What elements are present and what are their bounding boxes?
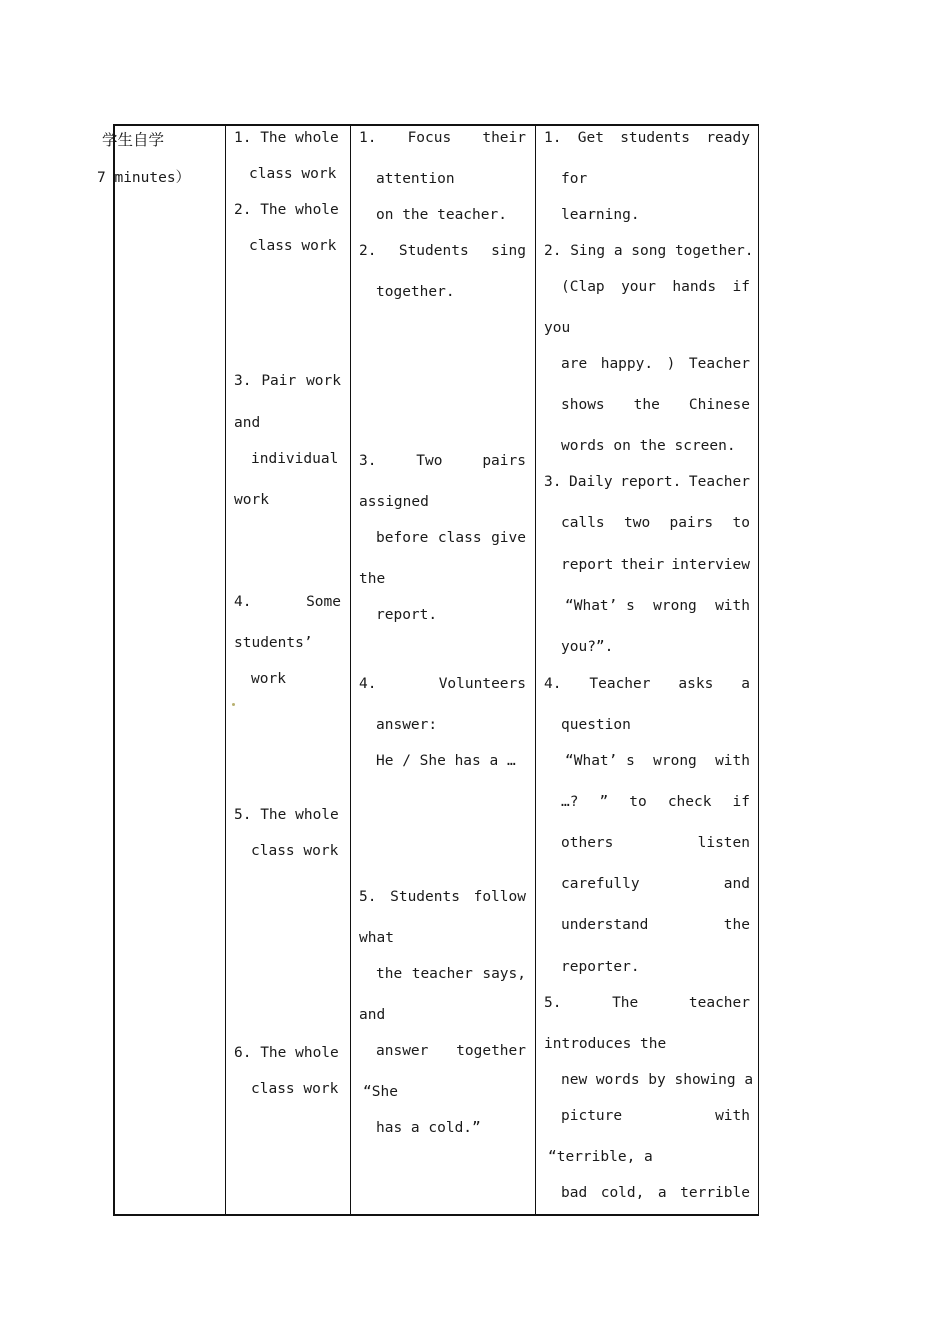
teacher-line: [544, 995, 750, 1011]
teacher-line: you?”.: [561, 639, 614, 655]
teacher-line: learning.: [561, 207, 640, 223]
word: shows: [561, 397, 605, 413]
word: happy.: [600, 356, 654, 372]
word: “What’ s: [565, 753, 635, 769]
word: ”: [599, 794, 609, 810]
word: terrible: [680, 1185, 750, 1201]
mode-line: 2. The whole: [234, 202, 339, 218]
students-line: report.: [376, 607, 438, 623]
students-line: [376, 966, 526, 982]
word: a: [657, 1185, 667, 1201]
students-line: the: [359, 571, 386, 587]
teacher-line: introduces the: [544, 1036, 667, 1052]
column-divider: [225, 124, 226, 1215]
mode-line: students’: [234, 635, 313, 651]
word: before: [376, 530, 429, 546]
word: sing: [491, 243, 526, 259]
word: students: [620, 130, 691, 146]
mode-line: 5. The whole: [234, 807, 339, 823]
students-line: and: [359, 1007, 386, 1023]
word: picture: [561, 1108, 623, 1124]
word: Students: [390, 889, 460, 905]
word: “What’ s: [565, 598, 635, 614]
word: Two: [416, 453, 443, 469]
word: listen: [697, 835, 750, 851]
teacher-line: [561, 397, 750, 413]
word: Get: [577, 130, 604, 146]
mode-line: individual: [251, 451, 339, 467]
word: the: [633, 397, 660, 413]
word: with: [715, 1108, 750, 1124]
stage-duration: 7 minutes）: [97, 170, 191, 186]
teacher-line: [561, 1185, 750, 1201]
word: and: [723, 876, 750, 892]
mode-line: 6. The whole: [234, 1045, 339, 1061]
students-line: assigned: [359, 494, 429, 510]
word: 1.: [544, 130, 562, 146]
word: Teacher: [688, 356, 750, 372]
word: (Clap: [561, 279, 605, 295]
word: follow: [473, 889, 526, 905]
teacher-line: [561, 876, 750, 892]
word: their: [482, 130, 526, 146]
teacher-line: [565, 753, 750, 769]
teacher-line: [561, 557, 750, 573]
word: Students: [398, 243, 469, 259]
students-line: [359, 243, 526, 259]
mode-line: and: [234, 415, 261, 431]
students-line: [359, 889, 526, 905]
students-line: together.: [376, 284, 455, 300]
teacher-line: new words by showing a: [561, 1072, 754, 1088]
teacher-line: [544, 130, 750, 146]
word: are: [561, 356, 588, 372]
column-divider: [535, 124, 536, 1215]
mode-line: class work: [251, 843, 339, 859]
word: two: [623, 515, 651, 531]
word: check: [667, 794, 712, 810]
column-divider: [350, 124, 351, 1215]
word: work: [306, 373, 341, 389]
word: 3.: [234, 373, 252, 389]
students-line: what: [359, 930, 394, 946]
word: ready: [706, 130, 750, 146]
word: 4.: [544, 676, 562, 692]
word: to: [732, 515, 750, 531]
teacher-line: [561, 917, 750, 933]
word: Chinese: [688, 397, 750, 413]
teacher-line: [565, 598, 750, 614]
mode-line: class work: [249, 166, 337, 182]
word: the: [376, 966, 403, 982]
teacher-line: words on the screen.: [561, 438, 736, 454]
students-line: [376, 1043, 526, 1059]
word: 4.: [234, 594, 252, 610]
mode-line: 1. The whole: [234, 130, 339, 146]
word: Daily: [569, 474, 613, 490]
word: report.: [620, 474, 682, 490]
word: others: [561, 835, 614, 851]
word: a: [741, 676, 750, 692]
mode-line: [234, 594, 341, 610]
word: Pair: [261, 373, 297, 389]
word: give: [491, 530, 526, 546]
teacher-line: [544, 676, 750, 692]
word: cold,: [600, 1185, 645, 1201]
word: asks: [678, 676, 714, 692]
word: Focus: [407, 130, 452, 146]
teacher-line: [544, 474, 750, 490]
students-line: “She: [363, 1084, 398, 1100]
word: Teacher: [688, 474, 750, 490]
word: Volunteers: [438, 676, 526, 692]
word: pairs: [669, 515, 714, 531]
teacher-line: 2. Sing a song together.: [544, 243, 754, 259]
word: if: [732, 279, 750, 295]
teacher-line: [561, 279, 750, 295]
word: interview: [671, 557, 750, 573]
word: 4.: [359, 676, 377, 692]
teacher-line: [561, 356, 750, 372]
word: …?: [561, 794, 579, 810]
word: wrong: [653, 598, 697, 614]
teacher-line: “terrible, a: [548, 1149, 653, 1165]
word: pairs: [482, 453, 526, 469]
word: understand: [561, 917, 649, 933]
word: 5.: [359, 889, 377, 905]
word: teacher: [688, 995, 750, 1011]
word: ): [666, 356, 676, 372]
word: bad: [561, 1185, 588, 1201]
word: calls: [561, 515, 605, 531]
word: class: [437, 530, 482, 546]
word: report: [561, 557, 614, 573]
word: 3.: [359, 453, 377, 469]
students-line: answer:: [376, 717, 438, 733]
word: your: [621, 279, 656, 295]
teacher-line: [561, 794, 750, 810]
mode-line: work: [234, 492, 269, 508]
word: 3.: [544, 474, 562, 490]
students-line: [359, 453, 526, 469]
word: The: [612, 995, 639, 1011]
students-line: on the teacher.: [376, 207, 507, 223]
students-line: [359, 130, 526, 146]
stage-title: 学生自学: [102, 131, 165, 149]
students-line: has a cold.”: [376, 1120, 481, 1136]
teacher-line: [561, 835, 750, 851]
word: 1.: [359, 130, 377, 146]
teacher-line: [561, 515, 750, 531]
teacher-line: [561, 1108, 750, 1124]
word: if: [732, 794, 750, 810]
word: wrong: [653, 753, 697, 769]
word: carefully: [561, 876, 640, 892]
word: with: [715, 598, 750, 614]
students-line: [376, 530, 526, 546]
word: says,: [482, 966, 526, 982]
word: 5.: [544, 995, 562, 1011]
teacher-line: question: [561, 717, 631, 733]
word: Teacher: [589, 676, 651, 692]
word: answer: [376, 1043, 429, 1059]
teacher-line: for: [561, 171, 588, 187]
word: their: [620, 557, 665, 573]
word: hands: [672, 279, 717, 295]
word: teacher: [411, 966, 473, 982]
students-line: [359, 676, 526, 692]
word: to: [629, 794, 647, 810]
students-line: He / She has a …: [376, 753, 516, 769]
mode-line: work: [251, 671, 286, 687]
mode-line: class work: [251, 1081, 339, 1097]
mode-line: [234, 373, 341, 389]
word: together: [456, 1043, 526, 1059]
mode-line: class work: [249, 238, 337, 254]
word: 2.: [359, 243, 377, 259]
word: with: [715, 753, 750, 769]
teacher-line: you: [544, 320, 571, 336]
teacher-line: reporter.: [561, 959, 640, 975]
word: the: [723, 917, 750, 933]
speck-mark: [232, 703, 235, 706]
students-line: attention: [376, 171, 455, 187]
word: Some: [306, 594, 341, 610]
